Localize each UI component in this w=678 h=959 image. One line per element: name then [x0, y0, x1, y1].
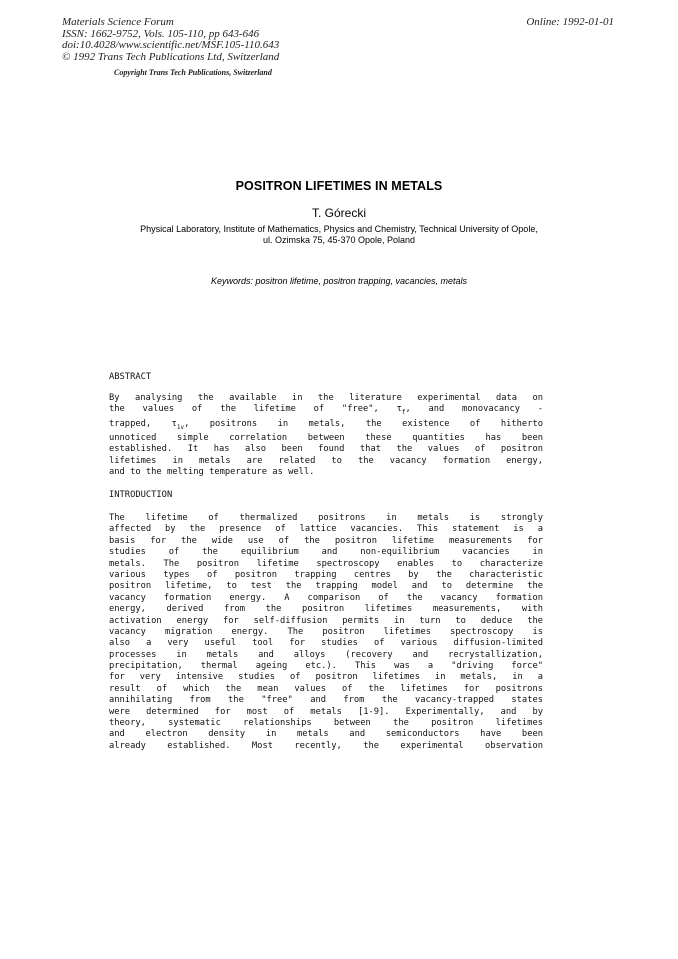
abstract-heading: ABSTRACT: [109, 372, 152, 382]
journal-meta: [62, 17, 279, 63]
introduction-line: annihilating from the "free" and from the vacancy-trapped states: [109, 695, 543, 706]
introduction-line: processes in metals and alloys (recovery and recrystallization,: [109, 649, 543, 660]
paper-author: T. Górecki: [311, 206, 366, 220]
introduction-line: various types of positron trapping centres by the characteristic: [109, 569, 543, 580]
author-affiliation: [0, 224, 678, 246]
journal-meta-line: Materials Science Forum: [62, 16, 174, 28]
abstract-body: [109, 393, 543, 478]
abstract-line: lifetimes in metals are related to the vacancy formation energy,: [109, 455, 543, 466]
introduction-line: activation energy for self-diffusion permits in turn to deduce the: [109, 615, 543, 626]
keywords: Keywords: positron lifetime, positron trapping, vacancies, metals: [210, 276, 468, 286]
introduction-line: precipitation, thermal ageing etc.). This was a "driving force": [109, 661, 543, 672]
introduction-line: and electron density in metals and semiconductors have been: [109, 729, 543, 740]
abstract-line: and to the melting temperature as well.: [109, 466, 315, 477]
introduction-line: result of which the mean values of the lifetimes for positrons: [109, 683, 543, 694]
abstract-line: By analysing the available in the literature experimental data on: [109, 393, 543, 403]
introduction-line: studies of the equilibrium and non-equilibrium vacancies in: [109, 547, 543, 558]
abstract-line: unnoticed simple correlation between these quantities has been: [109, 432, 543, 443]
introduction-line: positron lifetime, to test the trapping model and to determine the: [109, 581, 543, 592]
introduction-line: metals. The positron lifetime spectroscopy enables to characterize: [109, 558, 543, 569]
journal-meta-line: © 1992 Trans Tech Publications Ltd, Switzerland: [62, 50, 280, 63]
introduction-line: were determined for most of metals [1-9]. Experimentally, and by: [109, 706, 543, 717]
abstract-line: the values of the lifetime of "free", $\tau_f$, and monovacancy -: [109, 404, 544, 417]
introduction-heading: INTRODUCTION: [109, 490, 173, 500]
journal-meta-line: doi:10.4028/www.scientific.net/MSF.105-110.643: [62, 39, 280, 51]
introduction-line: also a very useful tool for studies of various diffusion-limited: [109, 638, 543, 649]
online-date: Online: 1992-01-01: [526, 16, 614, 28]
introduction-line: energy, derived from the positron lifetimes measurements, with: [109, 604, 543, 615]
introduction-line: for very intensive studies of positron lifetimes in metals, in a: [109, 672, 543, 683]
introduction-line: already established. Most recently, the experimental observation: [109, 740, 543, 751]
introduction-line: vacancy formation energy. A comparison of the vacancy formation: [109, 592, 543, 603]
introduction-line: vacancy migration energy. The positron lifetimes spectroscopy is: [109, 626, 543, 637]
introduction-body: [109, 513, 543, 752]
introduction-line: basis for the wide use of the positron lifetime measurements for: [109, 535, 543, 546]
introduction-line: theory, systematic relationships between the positron lifetimes: [109, 718, 543, 729]
paper-title: POSITRON LIFETIMES IN METALS: [235, 179, 443, 193]
copyright-notice: Copyright Trans Tech Publications, Switzerland: [114, 68, 272, 77]
introduction-line: affected by the presence of lattice vacancies. This statement is a: [109, 524, 543, 535]
abstract-line: trapped, $\tau_{1v}$, positrons in metals, the existence of hitherto: [109, 418, 543, 431]
affiliation-line: ul. Ozimska 75, 45-370 Opole, Poland: [262, 235, 416, 245]
affiliation-line: Physical Laboratory, Institute of Mathematics, Physics and Chemistry, Technical University of Opole,: [140, 224, 538, 234]
introduction-line: The lifetime of thermalized positrons in metals is strongly: [109, 513, 543, 523]
abstract-line: established. It has also been found that the values of positron: [109, 444, 543, 455]
journal-meta-line: ISSN: 1662-9752, Vols. 105-110, pp 643-646: [62, 27, 260, 40]
